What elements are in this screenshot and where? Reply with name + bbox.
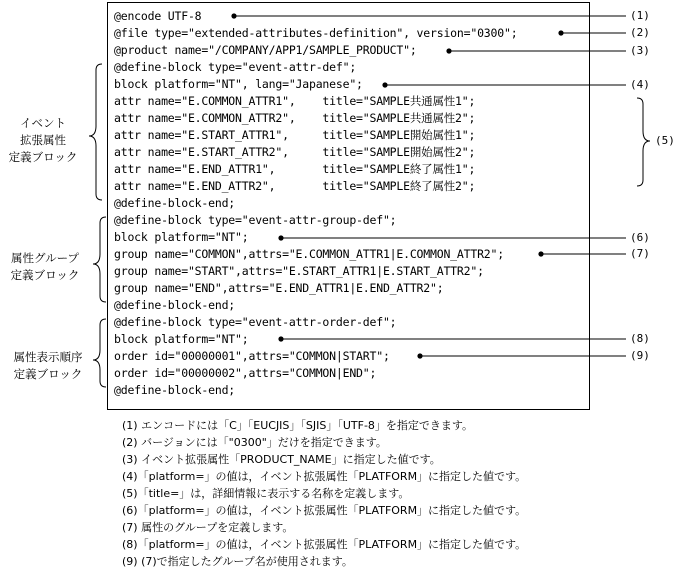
note-item: (4)「platform=」の値は，イベント拡張属性「PLATFORM」に指定した値です。	[122, 470, 527, 483]
code-line: @define-block-end;	[114, 298, 236, 312]
callout-number: (1)	[630, 9, 650, 22]
callout-number: (9)	[630, 349, 650, 362]
note-item: (8)「platform=」の値は，イベント拡張属性「PLATFORM」に指定した値です。	[122, 538, 527, 551]
code-line: @encode UTF-8	[114, 9, 202, 23]
code-line: attr name="E.END_ATTR1", title="SAMPLE終了属性1";	[114, 162, 476, 176]
callout-number: (6)	[630, 231, 650, 244]
brace-attr-group	[93, 217, 106, 302]
code-line: order id="00000002",attrs="COMMON|END";	[114, 366, 377, 380]
callout-number: (3)	[630, 44, 650, 57]
code-line: @define-block type="event-attr-order-def";	[114, 315, 397, 329]
brace-event-attr	[89, 64, 102, 200]
code-line: group name="START",attrs="E.START_ATTR1|E.START_ATTR2";	[114, 264, 484, 278]
code-line: @define-block type="event-attr-group-def";	[114, 213, 397, 227]
note-item: (5)「title=」は，詳細情報に表示する名称を定義します。	[122, 487, 410, 500]
code-line: block platform="NT";	[114, 230, 249, 244]
callout-number: (7)	[630, 247, 650, 260]
group-label-attr-group: 属性グループ 定義ブロック	[10, 251, 80, 282]
note-item: (1) エンコードには「C」「EUCJIS」「SJIS」「UTF-8」を指定できます。	[122, 419, 474, 432]
group-label-event-attr: イベント 拡張属性 定義ブロック	[8, 116, 78, 164]
code-line: @define-block type="event-attr-def";	[114, 60, 357, 74]
callout-number: (4)	[630, 78, 650, 91]
group-label-display-order: 属性表示順序 定義ブロック	[13, 350, 83, 381]
code-line: block platform="NT";	[114, 332, 249, 346]
note-item: (9) (7)で指定したグループ名が使用されます。	[122, 555, 353, 568]
note-item: (2) バージョンには「"0300"」だけを指定できます。	[122, 436, 387, 449]
brace-callout-5	[637, 98, 650, 186]
callout-number: (8)	[630, 332, 650, 345]
note-item: (3) イベント拡張属性「PRODUCT_NAME」に指定した値です。	[122, 453, 441, 466]
code-line: @define-block-end;	[114, 196, 236, 210]
code-line: attr name="E.END_ATTR2", title="SAMPLE終了属性2";	[114, 179, 476, 193]
code-line: group name="END",attrs="E.END_ATTR1|E.END_ATTR2";	[114, 281, 444, 295]
brace-display-order	[93, 319, 106, 387]
code-line: @file type="extended-attributes-definition", version="0300";	[114, 26, 518, 40]
code-line: attr name="E.START_ATTR1", title="SAMPLE開始属性1";	[114, 128, 476, 142]
note-item: (7) 属性のグループを定義します。	[122, 521, 294, 534]
code-line: attr name="E.COMMON_ATTR1", title="SAMPLE共通属性1";	[114, 94, 476, 108]
code-line: @define-block-end;	[114, 383, 236, 397]
code-line: group name="COMMON",attrs="E.COMMON_ATTR1|E.COMMON_ATTR2";	[114, 247, 504, 261]
code-line: order id="00000001",attrs="COMMON|START";	[114, 349, 390, 363]
note-item: (6)「platform=」の値は，イベント拡張属性「PLATFORM」に指定した値です。	[122, 504, 527, 517]
code-line: attr name="E.COMMON_ATTR2", title="SAMPLE共通属性2";	[114, 111, 476, 125]
code-line: block platform="NT", lang="Japanese";	[114, 77, 363, 91]
callout-number: (2)	[630, 26, 650, 39]
code-line: attr name="E.START_ATTR2", title="SAMPLE開始属性2";	[114, 145, 476, 159]
callout-number: (5)	[655, 134, 675, 147]
code-line: @product name="/COMPANY/APP1/SAMPLE_PRODUCT";	[114, 43, 417, 57]
